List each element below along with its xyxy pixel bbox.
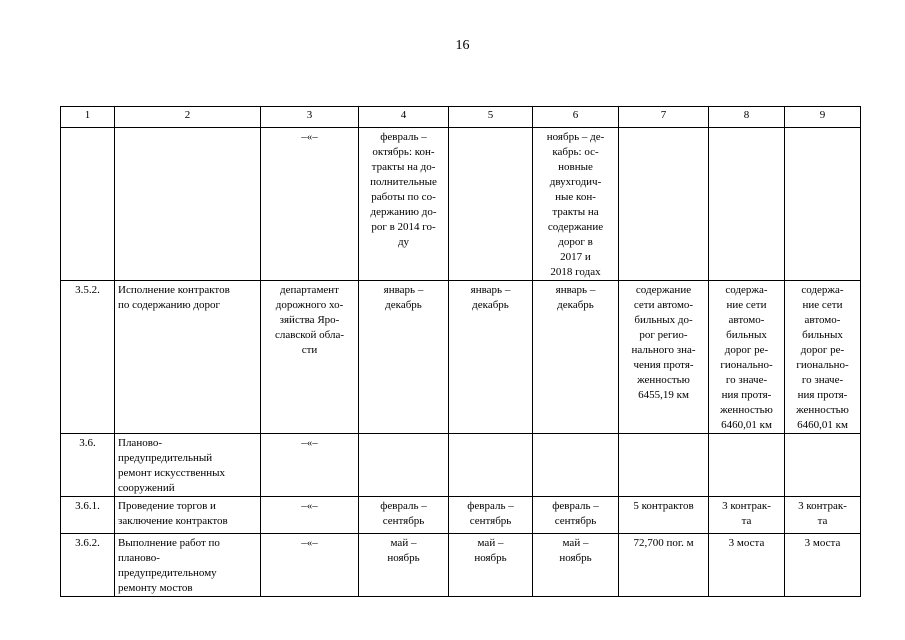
col7-cell xyxy=(619,434,709,497)
executor-cell xyxy=(261,434,359,497)
row-number-cell xyxy=(61,281,115,434)
column-header: 1 xyxy=(61,107,115,128)
col8-text: содержа- ние сети автомо- бильных дорог ре- гионально- го значе- ния протя- женностью 6460,01 км xyxy=(720,284,773,431)
executor-text: –«– xyxy=(301,537,318,549)
activity-cell xyxy=(115,534,261,597)
col4-text: февраль – октябрь: кон- тракты на до- полнительные работы по со- держанию до- рог в 2014 го- ду xyxy=(370,131,437,248)
activity-name: Проведение торгов и заключение контрактов xyxy=(118,500,228,527)
row-number: 3.5.2. xyxy=(75,284,100,296)
col9-text: 3 моста xyxy=(804,537,841,549)
row-number-cell xyxy=(61,128,115,281)
activity-cell xyxy=(115,281,261,434)
col4-cell xyxy=(359,128,449,281)
page-number: 16 xyxy=(455,38,470,53)
col4-text: май – ноябрь xyxy=(387,537,420,564)
col4-cell xyxy=(359,434,449,497)
col6-cell xyxy=(533,534,619,597)
executor-text: департамент дорожного хо- зяйства Яро- славской обла- сти xyxy=(274,284,345,356)
col7-cell xyxy=(619,534,709,597)
row-number-cell xyxy=(61,534,115,597)
column-header: 7 xyxy=(619,107,709,128)
table-row xyxy=(61,281,861,434)
col5-cell xyxy=(449,497,533,534)
col7-text: 72,700 пог. м xyxy=(633,537,694,549)
column-header: 9 xyxy=(785,107,861,128)
column-header: 2 xyxy=(115,107,261,128)
activity-name: Исполнение контрактов по содержанию дорог xyxy=(118,284,230,311)
col7-text: 5 контрактов xyxy=(633,500,694,512)
executor-cell xyxy=(261,281,359,434)
col6-text: январь – декабрь xyxy=(555,284,596,311)
table-row xyxy=(61,434,861,497)
row-number: 3.6. xyxy=(79,437,96,449)
col9-cell xyxy=(785,534,861,597)
col8-text: 3 контрак- та xyxy=(722,500,771,527)
col4-cell xyxy=(359,534,449,597)
col6-cell xyxy=(533,497,619,534)
col7-cell xyxy=(619,128,709,281)
col6-cell xyxy=(533,128,619,281)
col4-cell xyxy=(359,281,449,434)
col8-cell xyxy=(709,281,785,434)
activity-cell xyxy=(115,128,261,281)
table-row xyxy=(61,534,861,597)
column-header: 4 xyxy=(359,107,449,128)
column-header: 3 xyxy=(261,107,359,128)
row-number: 3.6.2. xyxy=(75,537,100,549)
col9-cell xyxy=(785,128,861,281)
plan-table xyxy=(60,106,861,597)
column-header: 8 xyxy=(709,107,785,128)
col4-cell xyxy=(359,497,449,534)
col5-cell xyxy=(449,281,533,434)
col8-text: 3 моста xyxy=(728,537,765,549)
col8-cell xyxy=(709,128,785,281)
column-header: 6 xyxy=(533,107,619,128)
table-row xyxy=(61,128,861,281)
col6-cell xyxy=(533,434,619,497)
col9-text: 3 контрак- та xyxy=(798,500,847,527)
col4-text: январь – декабрь xyxy=(383,284,424,311)
executor-text: –«– xyxy=(301,437,318,449)
column-header: 5 xyxy=(449,107,533,128)
row-number-cell xyxy=(61,434,115,497)
col6-text: февраль – сентябрь xyxy=(552,500,599,527)
col6-text: ноябрь – де- кабрь: ос- новные двухгодич- ные кон- тракты на содержание дорог в 2017 и 2018 годах xyxy=(546,131,605,278)
activity-cell xyxy=(115,497,261,534)
col4-text: февраль – сентябрь xyxy=(380,500,427,527)
activity-cell xyxy=(115,434,261,497)
col5-cell xyxy=(449,534,533,597)
col5-cell xyxy=(449,128,533,281)
col8-cell xyxy=(709,534,785,597)
col7-cell xyxy=(619,281,709,434)
col5-cell xyxy=(449,434,533,497)
activity-name: Выполнение работ по планово- предупредительному ремонту мостов xyxy=(118,537,220,594)
col8-cell xyxy=(709,434,785,497)
executor-text: –«– xyxy=(301,500,318,512)
col5-text: февраль – сентябрь xyxy=(467,500,514,527)
col6-cell xyxy=(533,281,619,434)
activity-name: Планово- предупредительный ремонт искусственных сооружений xyxy=(118,437,225,494)
row-number-cell xyxy=(61,497,115,534)
executor-cell xyxy=(261,497,359,534)
executor-cell xyxy=(261,128,359,281)
col7-text: содержание сети автомо- бильных до- рог регио- нального зна- чения протя- женностью 6455,19 км xyxy=(631,284,696,401)
col6-text: май – ноябрь xyxy=(559,537,592,564)
col7-cell xyxy=(619,497,709,534)
table-row xyxy=(61,497,861,534)
executor-text: –«– xyxy=(301,131,318,143)
col9-cell xyxy=(785,434,861,497)
col9-cell xyxy=(785,281,861,434)
row-number: 3.6.1. xyxy=(75,500,100,512)
col9-cell xyxy=(785,497,861,534)
col5-text: январь – декабрь xyxy=(470,284,511,311)
table-header-row xyxy=(61,107,861,128)
col5-text: май – ноябрь xyxy=(474,537,507,564)
executor-cell xyxy=(261,534,359,597)
col9-text: содержа- ние сети автомо- бильных дорог ре- гионально- го значе- ния протя- женностью 6460,01 км xyxy=(796,284,849,431)
col8-cell xyxy=(709,497,785,534)
